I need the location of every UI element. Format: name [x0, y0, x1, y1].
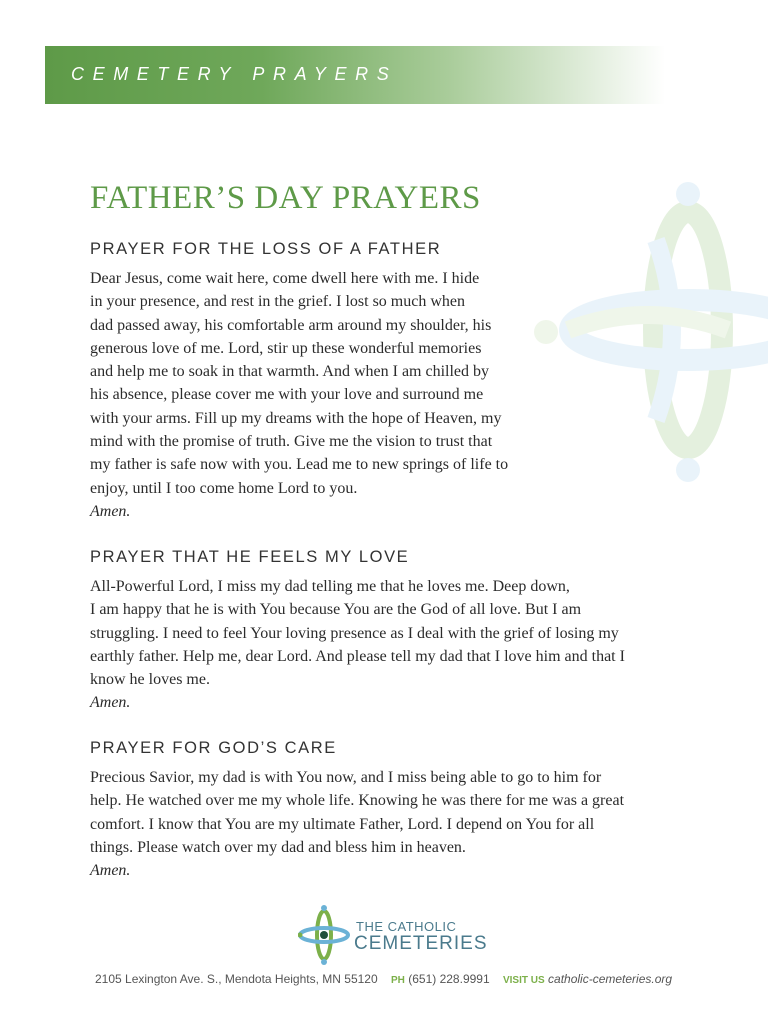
footer-contact: [95, 972, 672, 986]
prayer-amen: Amen.: [90, 862, 131, 880]
prayer-line: with your arms. Fill up my dreams with the hope of Heaven, my: [90, 409, 502, 427]
prayer-line: things. Please watch over my dad and bless him in heaven.: [90, 838, 466, 856]
catholic-cemeteries-logo: [298, 905, 488, 965]
prayer-body: [90, 575, 625, 715]
logo-the-text: THE CATHOLIC: [356, 919, 457, 934]
prayer-line: and help me to soak in that warmth. And when I am chilled by: [90, 363, 490, 381]
prayer-line: I am happy that he is with You because You are the God of all love. But I am: [90, 601, 582, 619]
prayer-heading: PRAYER THAT HE FEELS MY LOVE: [90, 548, 410, 566]
prayer-amen: Amen.: [90, 502, 131, 520]
page-title: FATHER’S DAY PRAYERS: [90, 180, 481, 216]
cross-watermark-icon: [528, 180, 768, 490]
header-banner: [45, 46, 665, 104]
prayer-section-loss: [90, 240, 508, 523]
footer-phone: (651) 228.9991: [408, 972, 490, 986]
prayer-line: Dear Jesus, come wait here, come dwell here with me. I hide: [90, 270, 480, 287]
prayer-line: know he loves me.: [90, 671, 210, 689]
prayer-line: dad passed away, his comfortable arm around my shoulder, his: [90, 316, 492, 334]
footer-website-link[interactable]: catholic-cemeteries.org: [548, 972, 673, 986]
prayer-line: All-Powerful Lord, I miss my dad telling me that he loves me. Deep down,: [90, 578, 570, 595]
prayer-amen: Amen.: [90, 694, 131, 712]
cross-logo-icon: [298, 905, 354, 965]
prayer-line: help. He watched over me my whole life. Knowing he was there for me was a great: [90, 792, 625, 810]
prayer-line: his absence, please cover me with your love and surround me: [90, 386, 484, 404]
prayer-line: generous love of me. Lord, stir up these wonderful memories: [90, 339, 482, 357]
prayer-section-care: [90, 739, 624, 882]
visit-label: VISIT US: [502, 975, 545, 986]
prayer-line: comfort. I know that You are my ultimate Father, Lord. I depend on You for all: [90, 815, 595, 833]
logo-name-text: CEMETERIES: [354, 933, 488, 954]
prayer-line: earthly father. Help me, dear Lord. And please tell my dad that I love him and that I: [90, 647, 625, 665]
footer-address: 2105 Lexington Ave. S., Mendota Heights, MN 55120: [95, 972, 378, 986]
prayer-line: in your presence, and rest in the grief. I lost so much when: [90, 293, 466, 311]
prayer-line: struggling. I need to feel Your loving presence as I deal with the grief of losing my: [90, 624, 619, 642]
phone-label: PH: [390, 975, 405, 986]
prayer-heading: PRAYER FOR GOD’S CARE: [90, 739, 337, 757]
prayer-body: [90, 267, 508, 523]
prayer-section-love: [90, 548, 625, 715]
prayer-line: enjoy, until I too come home Lord to you.: [90, 479, 358, 497]
prayer-line: mind with the promise of truth. Give me the vision to trust that: [90, 433, 493, 451]
prayer-line: Precious Savior, my dad is with You now, and I miss being able to go to him for: [90, 769, 602, 786]
banner-label: CEMETERY PRAYERS: [71, 64, 398, 84]
prayer-body: [90, 766, 624, 882]
prayer-heading: PRAYER FOR THE LOSS OF A FATHER: [90, 240, 442, 258]
prayer-line: my father is safe now with you. Lead me to new springs of life to: [90, 456, 509, 474]
